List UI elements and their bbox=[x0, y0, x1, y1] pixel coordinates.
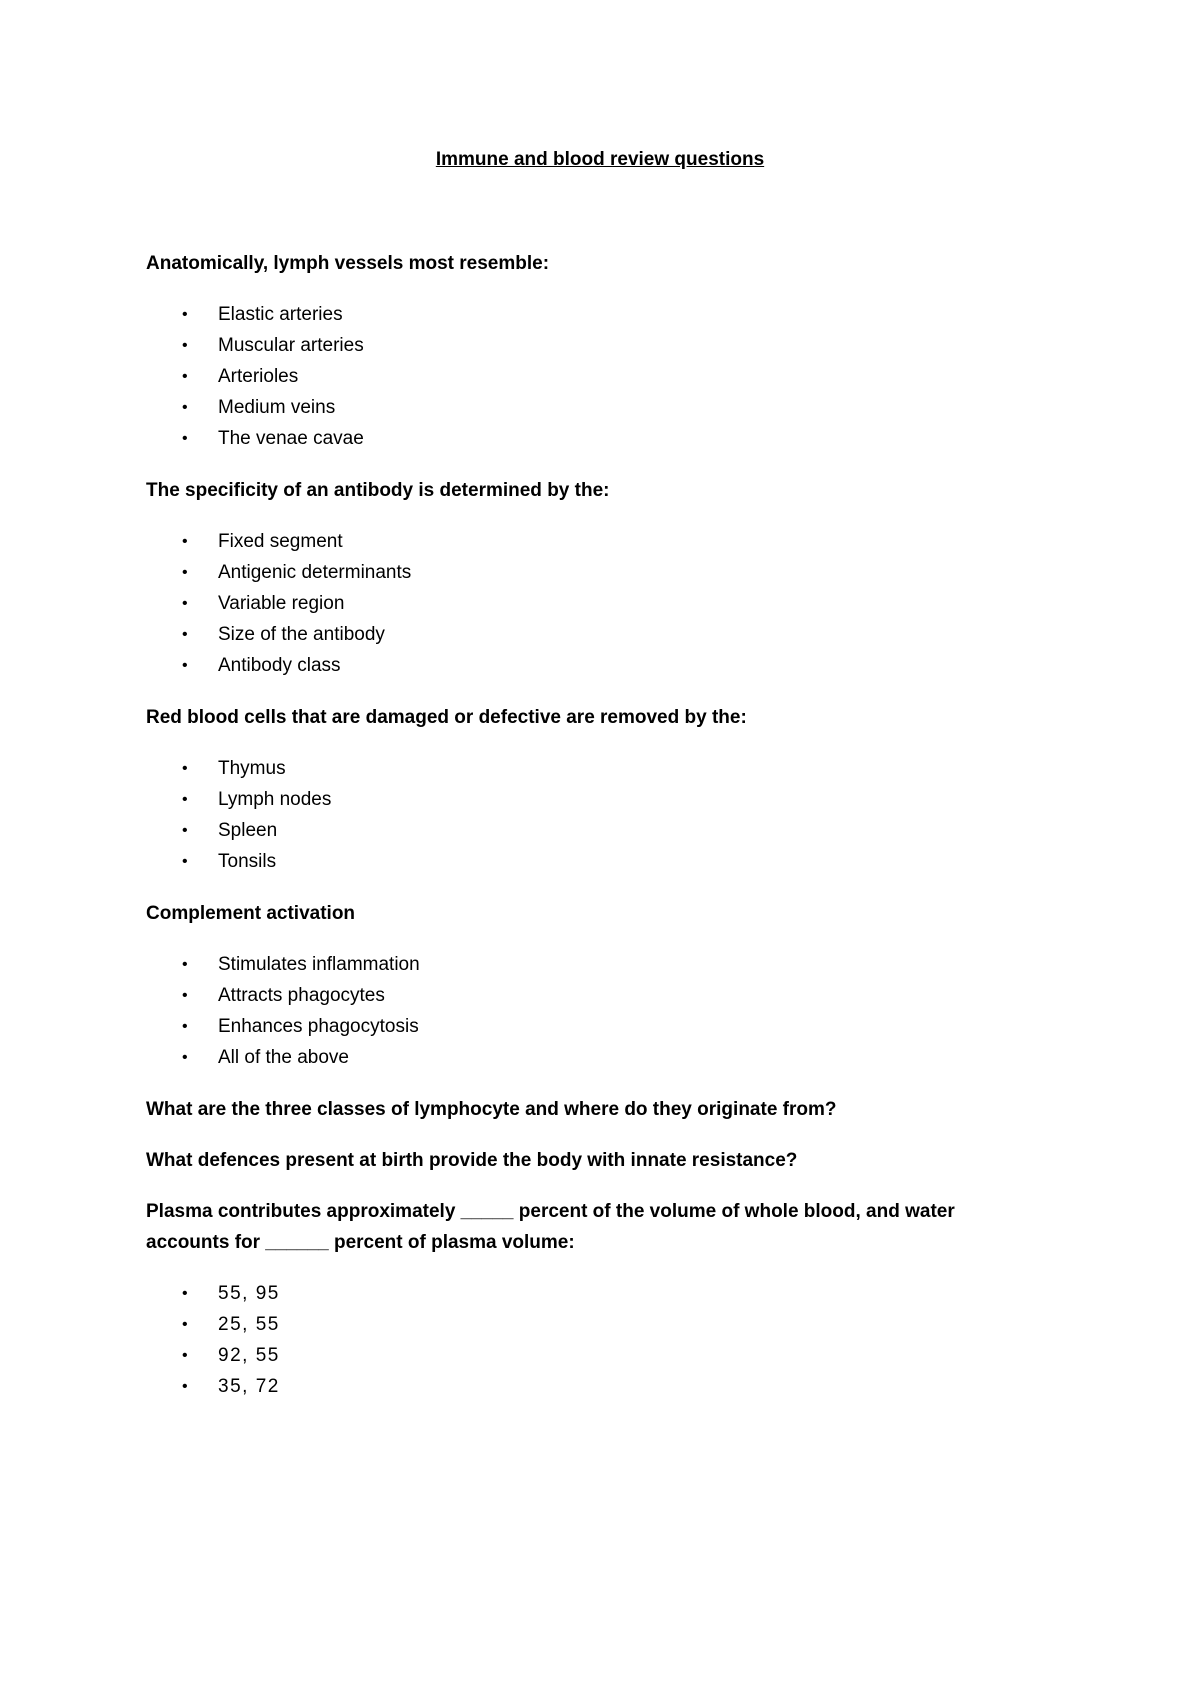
question-7-options bbox=[146, 1278, 1026, 1402]
question-2: The specificity of an antibody is determined by the: bbox=[146, 480, 610, 501]
question-2-options bbox=[146, 526, 1026, 681]
list-item: • Medium veins bbox=[146, 392, 1026, 423]
list-item: • Tonsils bbox=[146, 846, 1026, 877]
bullet-icon: • bbox=[182, 987, 188, 1004]
bullet-icon: • bbox=[182, 533, 188, 550]
bullet-icon: • bbox=[182, 1018, 188, 1035]
list-item: • Attracts phagocytes bbox=[146, 980, 1026, 1011]
question-6: What defences present at birth provide the body with innate resistance? bbox=[146, 1150, 798, 1171]
list-item: • The venae cavae bbox=[146, 423, 1026, 454]
bullet-icon: • bbox=[182, 1347, 190, 1364]
list-item: • 92, 55 bbox=[146, 1340, 1026, 1371]
list-item: • 55, 95 bbox=[146, 1278, 1026, 1309]
list-item: • All of the above bbox=[146, 1042, 1026, 1073]
bullet-icon: • bbox=[182, 1285, 190, 1302]
question-1-options bbox=[146, 299, 1026, 454]
question-4: Complement activation bbox=[146, 903, 356, 924]
bullet-icon: • bbox=[182, 1049, 188, 1066]
document-title: Immune and blood review questions bbox=[435, 149, 765, 170]
bullet-icon: • bbox=[182, 791, 188, 808]
bullet-icon: • bbox=[182, 657, 188, 674]
list-item: • 25, 55 bbox=[146, 1309, 1026, 1340]
list-item: • Lymph nodes bbox=[146, 784, 1026, 815]
bullet-icon: • bbox=[182, 564, 188, 581]
bullet-icon: • bbox=[182, 337, 188, 354]
bullet-icon: • bbox=[182, 306, 188, 323]
list-item: • Arterioles bbox=[146, 361, 1026, 392]
question-7-line-2: accounts for ______ percent of plasma volume: bbox=[146, 1232, 575, 1253]
question-3-options bbox=[146, 753, 1026, 877]
list-item: • Thymus bbox=[146, 753, 1026, 784]
list-item: • Variable region bbox=[146, 588, 1026, 619]
bullet-icon: • bbox=[182, 430, 188, 447]
list-item: • Size of the antibody bbox=[146, 619, 1026, 650]
bullet-icon: • bbox=[182, 956, 188, 973]
question-3: Red blood cells that are damaged or defective are removed by the: bbox=[146, 707, 747, 728]
list-item: • Enhances phagocytosis bbox=[146, 1011, 1026, 1042]
bullet-icon: • bbox=[182, 626, 188, 643]
bullet-icon: • bbox=[182, 399, 188, 416]
question-5: What are the three classes of lymphocyte and where do they originate from? bbox=[146, 1099, 837, 1120]
bullet-icon: • bbox=[182, 760, 188, 777]
list-item: • Muscular arteries bbox=[146, 330, 1026, 361]
list-item: • Stimulates inflammation bbox=[146, 949, 1026, 980]
question-7-line-1: Plasma contributes approximately _____ percent of the volume of whole blood, and water bbox=[146, 1201, 955, 1222]
question-1: Anatomically, lymph vessels most resemble: bbox=[146, 253, 550, 274]
list-item: • 35, 72 bbox=[146, 1371, 1026, 1402]
list-item: • Antigenic determinants bbox=[146, 557, 1026, 588]
bullet-icon: • bbox=[182, 595, 188, 612]
list-item: • Fixed segment bbox=[146, 526, 1026, 557]
bullet-icon: • bbox=[182, 853, 188, 870]
bullet-icon: • bbox=[182, 1378, 190, 1395]
bullet-icon: • bbox=[182, 1316, 190, 1333]
document-body bbox=[146, 248, 1026, 1423]
list-item: • Antibody class bbox=[146, 650, 1026, 681]
question-4-options bbox=[146, 949, 1026, 1073]
bullet-icon: • bbox=[182, 368, 188, 385]
list-item: • Elastic arteries bbox=[146, 299, 1026, 330]
list-item: • Spleen bbox=[146, 815, 1026, 846]
bullet-icon: • bbox=[182, 822, 188, 839]
